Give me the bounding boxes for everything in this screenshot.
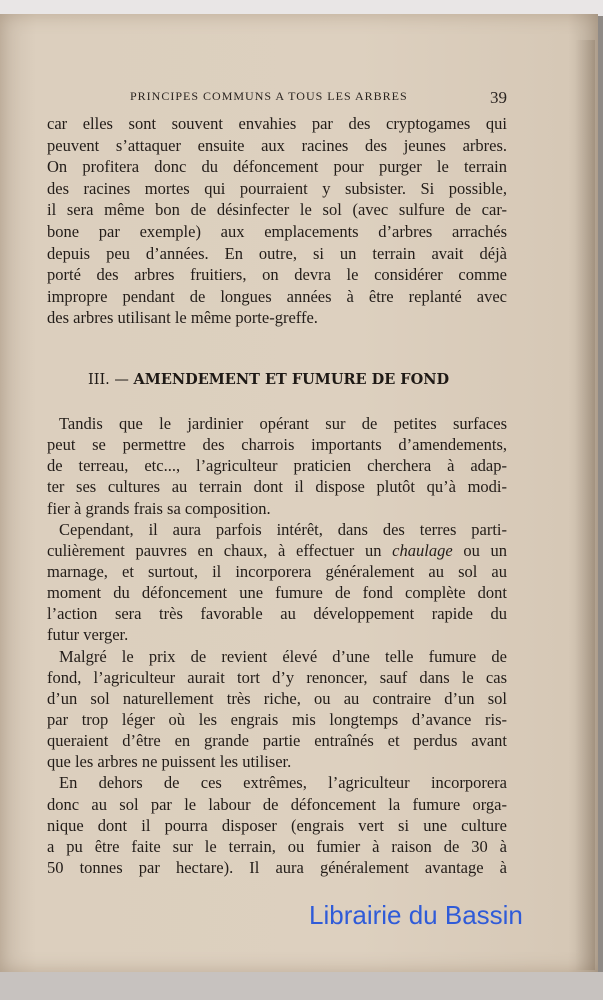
- text-line: moment du défoncement une fumure de fond complète dont: [47, 583, 507, 603]
- scan-background-bottom: [0, 972, 603, 1000]
- text-line: queraient d’être en grande partie entraînés et perdus avant: [47, 731, 507, 751]
- running-head: PRINCIPES COMMUNS A TOUS LES ARBRES: [130, 89, 408, 103]
- text-line: Cependant, il aura parfois intérêt, dans des terres parti-: [59, 519, 507, 539]
- text-line: marnage, et surtout, il incorporera généralement au sol au: [47, 561, 507, 581]
- text-line: l’action sera très favorable au développement rapide du: [47, 604, 507, 624]
- text-line: peuvent s’attaquer ensuite aux racines des jeunes arbres.: [47, 135, 507, 155]
- text-line: par trop léger où les engrais mis longtemps d’avance ris-: [47, 709, 507, 729]
- page-edge-shadow: [575, 40, 595, 970]
- text-line: il sera même bon de désinfecter le sol (avec sulfure de car-: [47, 200, 507, 220]
- watermark: Librairie du Bassin: [309, 900, 523, 930]
- text-line: peut se permettre des charrois importants d’amendements,: [47, 435, 507, 455]
- text-line: Malgré le prix de revient élevé d’une telle fumure de: [59, 646, 507, 666]
- text-line: nique dont il pourra disposer (engrais vert si une culture: [47, 815, 507, 835]
- text-line: bone par exemple) aux emplacements d’arbres arrachés: [47, 222, 507, 241]
- text-line: des racines mortes qui pourraient y subsister. Si possible,: [47, 178, 507, 198]
- text-line: [47, 541, 507, 561]
- text-line: fond, l’agriculteur aurait tort d’y renoncer, sauf dans le cas: [47, 667, 507, 687]
- section-heading: [88, 371, 449, 388]
- text-line: que les arbres ne puissent les utiliser.: [47, 752, 292, 772]
- text-line: de terreau, etc..., l’agriculteur praticien cherchera à adap-: [47, 456, 507, 476]
- text-line: porté des arbres fruitiers, on devra le considérer comme: [47, 265, 507, 285]
- text-line: futur verger.: [47, 625, 129, 645]
- text-line: Tandis que le jardinier opérant sur de petites surfaces: [59, 414, 507, 433]
- text-line: impropre pendant de longues années à être replanté avec: [47, 286, 507, 306]
- text-line: fier à grands frais sa composition.: [47, 498, 271, 518]
- italic-term: chaulage: [392, 540, 453, 560]
- text-segment: ou un: [452, 540, 508, 560]
- section-number: III. —: [88, 372, 134, 388]
- text-line: En dehors de ces extrêmes, l’agriculteur incorporera: [59, 773, 507, 793]
- text-line: On profitera donc du défoncement pour purger le terrain: [47, 157, 507, 177]
- text-line: car elles sont souvent envahies par des cryptogames qui: [47, 114, 507, 133]
- text-line: 50 tonnes par hectare). Il aura généralement avantage à: [47, 857, 507, 877]
- text-line: des arbres utilisant le même porte-greffe.: [47, 308, 318, 328]
- text-line: a pu être faite sur le terrain, ou fumier à raison de 30 à: [47, 836, 507, 856]
- text-line: ter ses cultures au terrain dont il dispose plutôt qu’à modi-: [47, 477, 507, 497]
- text-line: depuis peu d’années. En outre, si un terrain avait déjà: [47, 243, 507, 263]
- text-line: donc au sol par le labour de défoncement la fumure orga-: [47, 794, 507, 814]
- text-segment: culièrement pauvres en chaux, à effectuer un: [47, 540, 393, 560]
- page-number: 39: [490, 88, 507, 107]
- text-line: d’un sol naturellement très riche, ou au contraire d’un sol: [47, 688, 507, 708]
- section-title: AMENDEMENT ET FUMURE DE FOND: [133, 371, 450, 388]
